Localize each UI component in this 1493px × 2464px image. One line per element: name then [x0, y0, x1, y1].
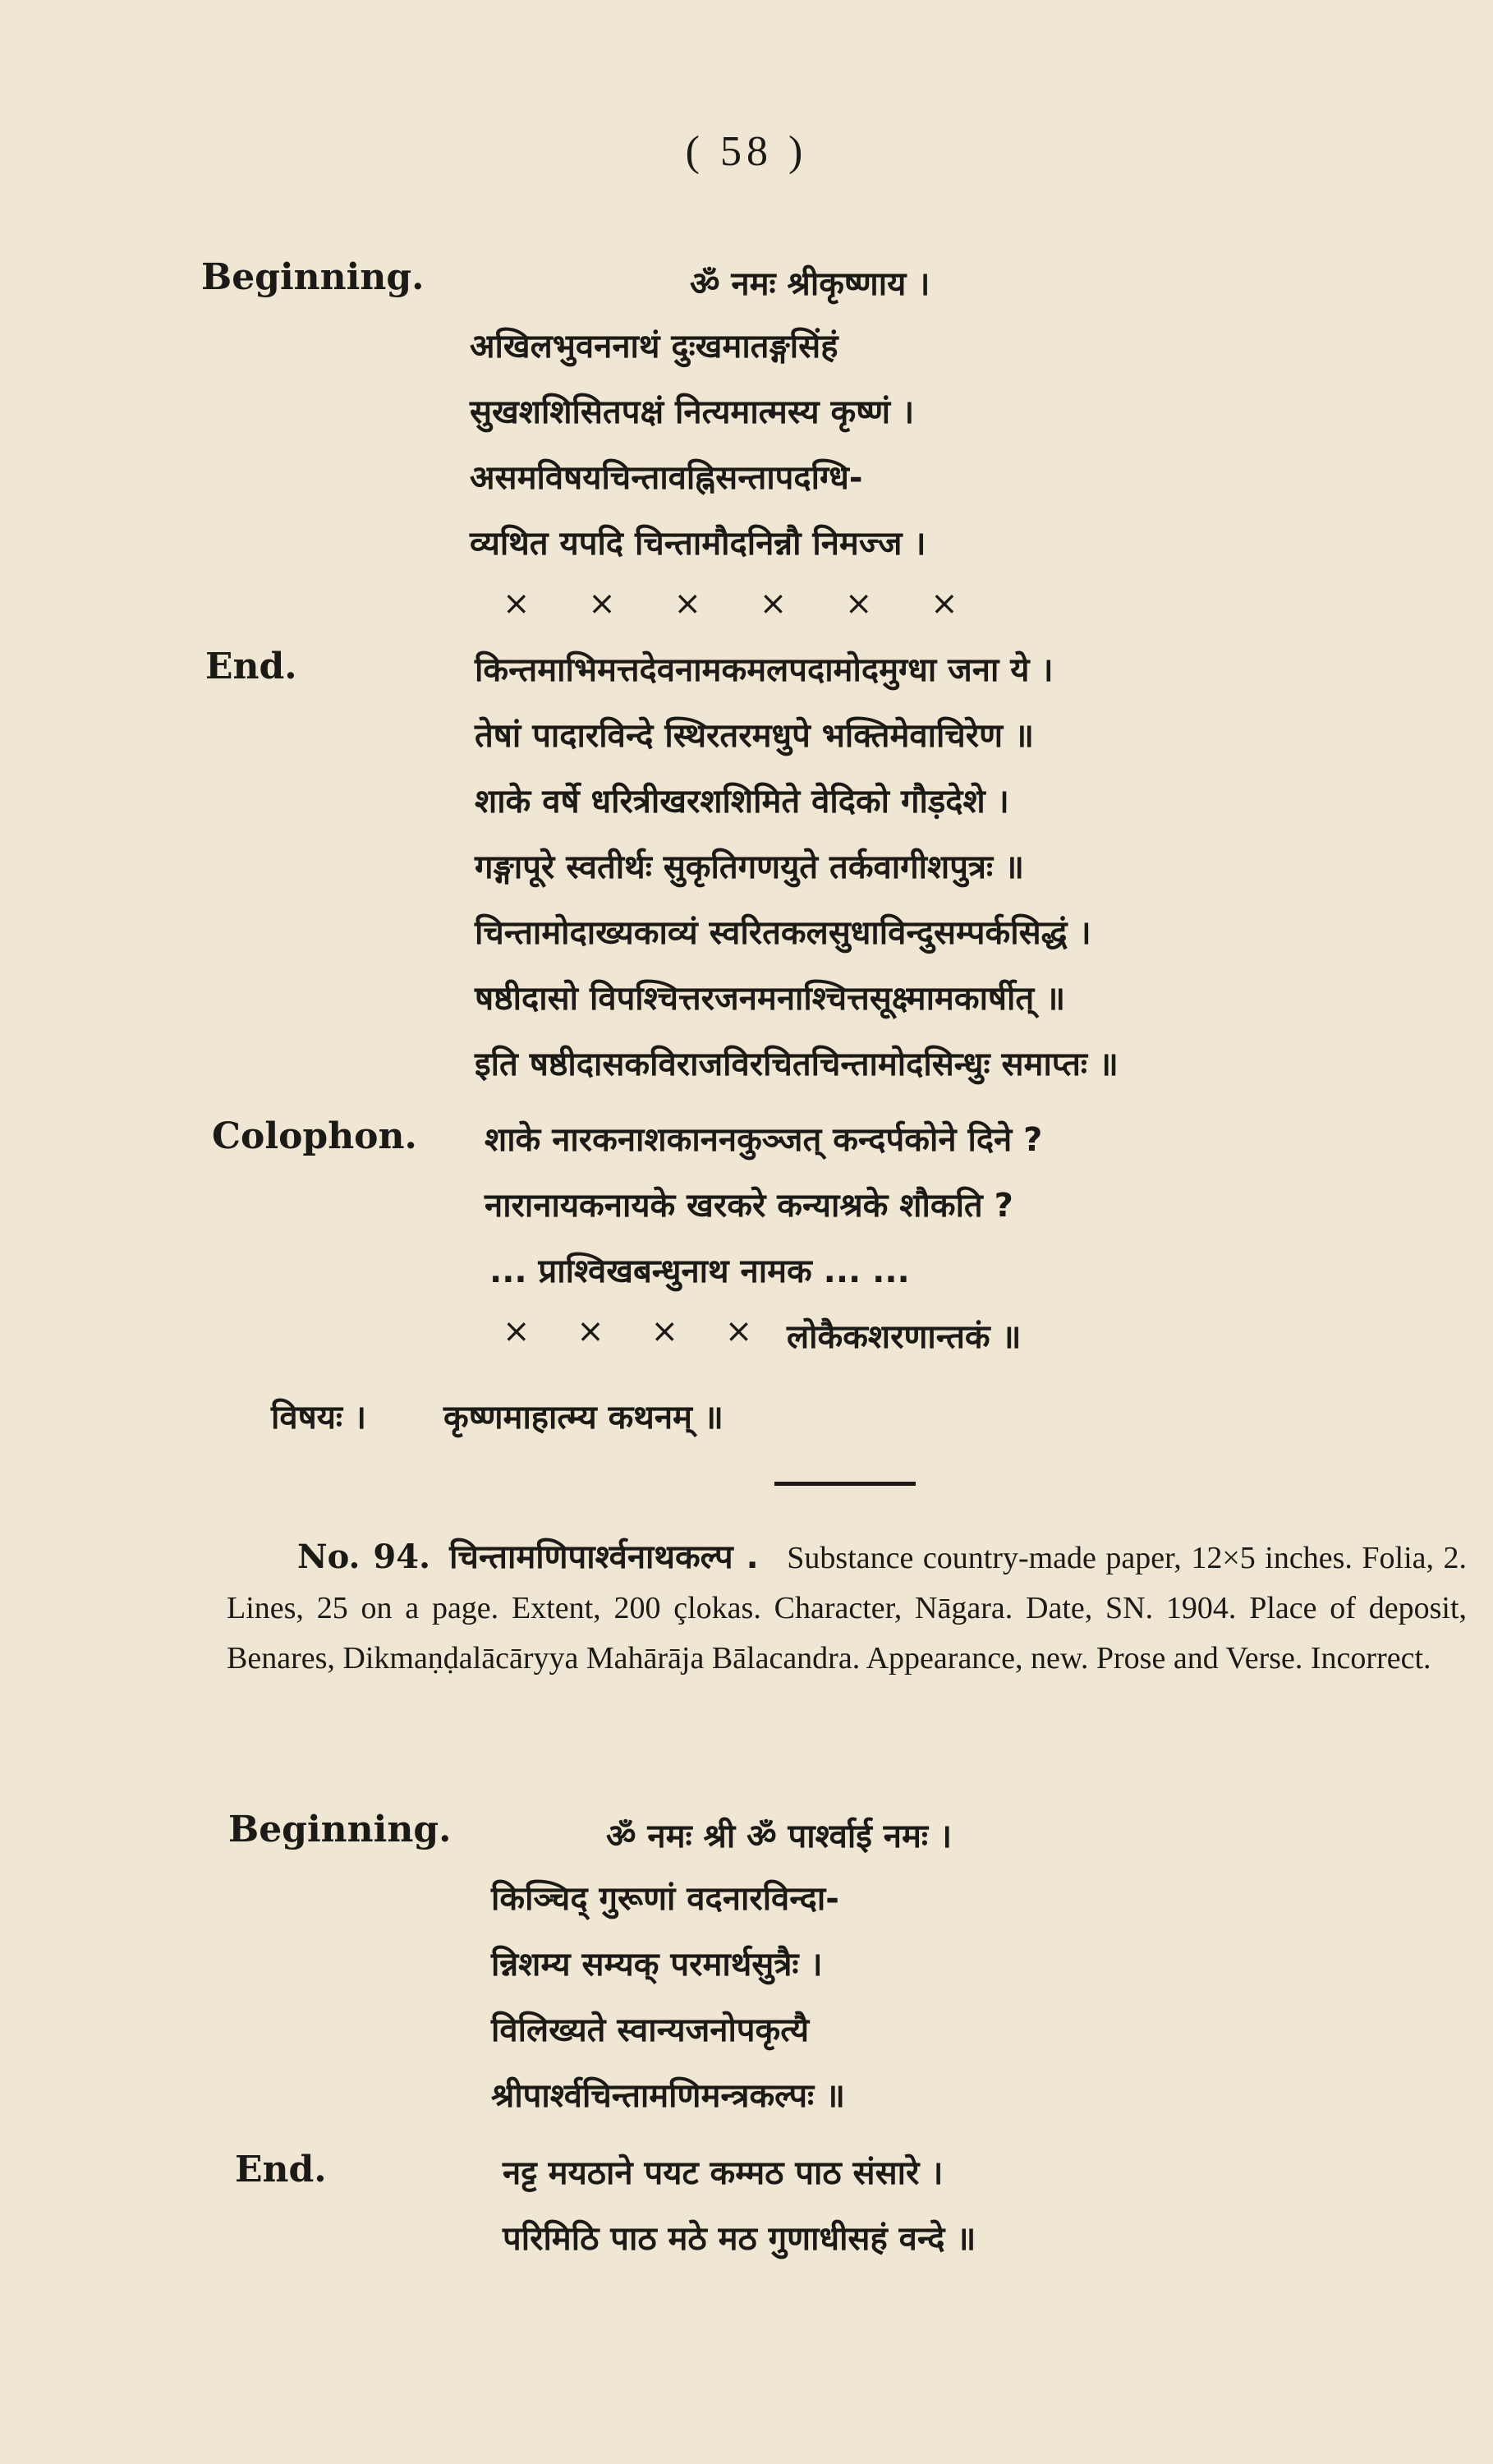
colophon-line: ... प्राश्विखबन्धुनाथ नामक ... ... — [489, 1253, 910, 1290]
end-label: End. — [205, 646, 297, 687]
section-divider — [774, 1482, 916, 1486]
colophon-line: शाके नारकनाशकाननकुञ्जत् कन्दर्पकोने दिने ? — [485, 1121, 1043, 1159]
end-verse-line: शाके वर्षे धरित्रीखरशशिमिते वेदिको गौड़देशे । — [475, 783, 1009, 821]
beginning-verse-line: व्यथित यपदि चिन्तामौदनिन्नौ निमज्ज । — [470, 525, 926, 563]
invocation-line-94: ॐ नमः श्री ॐ पार्श्वाई नमः । — [606, 1818, 953, 1855]
beginning-verse-line: सुखशशिसितपक्षं नित्यमात्मस्य कृष्णं । — [470, 393, 915, 431]
vishaya-label: विषयः । — [271, 1399, 367, 1437]
colophon-label: Colophon. — [212, 1115, 417, 1157]
invocation-line: ॐ नमः श्रीकृष्णाय । — [690, 265, 930, 303]
beginning-verse-line-94: श्रीपार्श्वचिन्तामणिमन्त्रकल्पः ॥ — [491, 2077, 846, 2115]
end-verse-line: गङ्गापूरे स्वतीर्थः सुकृतिगणयुते तर्कवागीशपुत्रः ॥ — [475, 848, 1024, 886]
beginning-verse-line: असमविषयचिन्तावह्निसन्तापदग्धि- — [470, 459, 863, 497]
end-verse-line: किन्तमाभिमत्तदेवनामकमलपदामोदमुग्धा जना ये । — [475, 651, 1054, 689]
beginning-label: Beginning. — [201, 256, 425, 298]
end-label-94: End. — [235, 2149, 327, 2190]
beginning-verse-line-94: किञ्चिद् गुरूणां वदनारविन्दा- — [491, 1880, 839, 1918]
beginning-verse-line-94: विलिख्यते स्वान्यजनोपकृत्यै — [491, 2011, 810, 2049]
end-verse-line: तेषां पादारविन्दे स्थिरतरमधुपे भक्तिमेवाचिरेण ॥ — [475, 717, 1034, 755]
colophon-line: नारानायकनायके खरकरे कन्याश्रके शौकति ? — [485, 1187, 1013, 1225]
entry-title: चिन्तामणिपार्श्वनाथकल्प . — [449, 1538, 759, 1576]
end-verse-line: चिन्तामोदाख्यकाव्यं स्वरितकलसुधाविन्दुसम्पर्कसिद्धं । — [475, 914, 1091, 952]
entry-no-94-description — [227, 1532, 1467, 1684]
beginning-label-94: Beginning. — [228, 1809, 452, 1850]
page-number: ( 58 ) — [685, 128, 808, 175]
beginning-verse-line-94: न्निशम्य सम्यक् परमार्थसुत्रैः । — [491, 1946, 823, 1984]
colophon-line: लोकैकशरणान्तकं ॥ — [787, 1318, 1022, 1356]
omission-crosses: × × × × × × — [503, 585, 958, 623]
entry-number: No. 94. — [297, 1538, 431, 1576]
end-verse-line-94: परिमिठि पाठ मठे मठ गुणाधीसहं वन्दे ॥ — [503, 2220, 976, 2258]
colophon-crosses: × × × × — [503, 1312, 753, 1350]
end-verse-line-94: नट्ट मयठाने पयट कम्मठ पाठ संसारे । — [503, 2154, 944, 2192]
vishaya-text: कृष्णमाहात्म्य कथनम् ॥ — [443, 1399, 724, 1437]
end-verse-line: षष्ठीदासो विपश्चित्तरजनमनाश्चित्तसूक्ष्मामकार्षीत् ॥ — [475, 980, 1066, 1018]
end-verse-line: इति षष्ठीदासकविराजविरचितचिन्तामोदसिन्धुः समाप्तः ॥ — [475, 1046, 1119, 1083]
beginning-verse-line: अखिलभुवननाथं दुःखमातङ्गसिंहं — [470, 328, 838, 365]
entry-description: Substance country-made paper, 12×5 inches. Folia, 2. Lines, 25 on a page. Extent, 200 çlokas. Character, Nāgara. Date, SN. 1904. Place of deposit, Benares, Dikmaṇḍalācāryya Mahārāja Bālacandra. Appearance, new. Prose and Verse. Incorrect. — [227, 1541, 1468, 1676]
